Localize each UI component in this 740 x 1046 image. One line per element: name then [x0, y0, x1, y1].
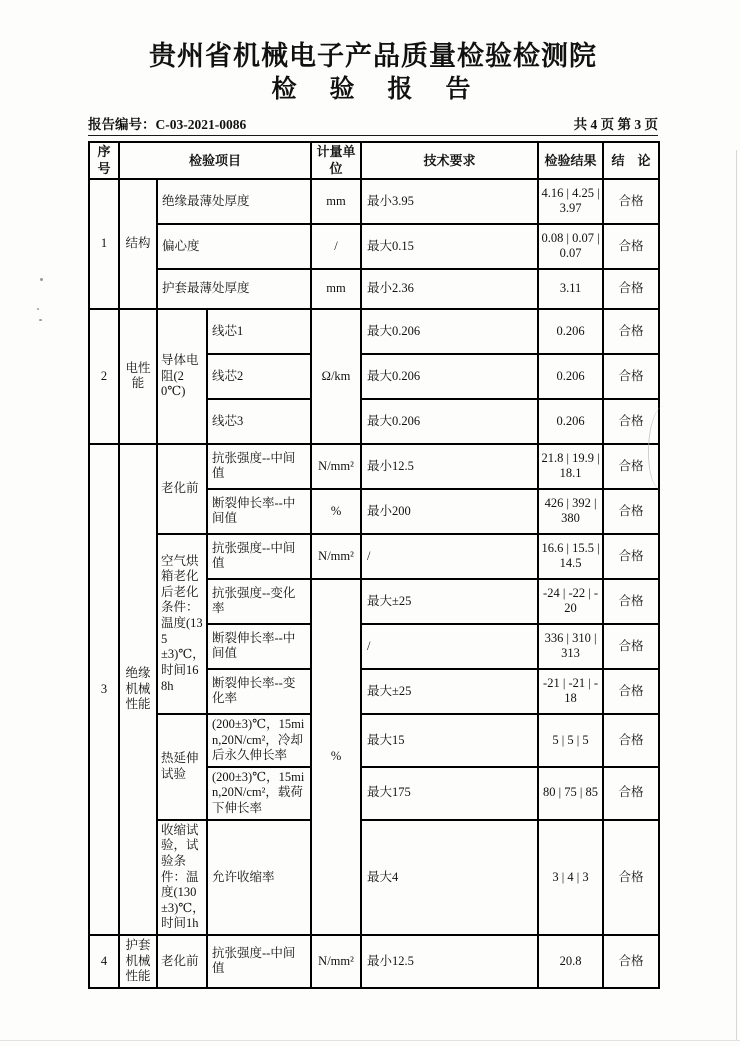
result-cell: 0.08 | 0.07 | 0.07 — [538, 224, 603, 269]
result-cell: 3 | 4 | 3 — [538, 820, 603, 935]
table-row — [89, 820, 659, 935]
unit-cell: N/mm² — [311, 534, 361, 579]
requirement-cell: 最小3.95 — [361, 179, 538, 224]
group-cell: 电性能 — [119, 309, 157, 444]
conclusion-cell: 合格 — [603, 820, 659, 935]
inspection-table — [88, 141, 660, 989]
seq-cell: 3 — [89, 444, 119, 935]
result-cell: 336 | 310 | 313 — [538, 624, 603, 669]
item-cell: 绝缘最薄处厚度 — [157, 179, 311, 224]
subgroup-cell: 老化前 — [157, 935, 207, 988]
seq-cell: 2 — [89, 309, 119, 444]
seq-cell: 1 — [89, 179, 119, 309]
requirement-cell: 最大0.206 — [361, 309, 538, 354]
col-header-item: 检验项目 — [119, 142, 311, 179]
requirement-cell: 最大175 — [361, 767, 538, 820]
unit-cell: mm — [311, 179, 361, 224]
group-cell: 绝缘机械性能 — [119, 444, 157, 935]
item-cell: 断裂伸长率--变化率 — [207, 669, 311, 714]
conclusion-cell: 合格 — [603, 489, 659, 534]
result-cell: 5 | 5 | 5 — [538, 714, 603, 767]
conclusion-cell: 合格 — [603, 399, 659, 444]
requirement-cell: / — [361, 534, 538, 579]
table-row — [89, 444, 659, 489]
conclusion-cell: 合格 — [603, 444, 659, 489]
result-cell: 4.16 | 4.25 | 3.97 — [538, 179, 603, 224]
item-cell: 偏心度 — [157, 224, 311, 269]
item-cell: 抗张强度--变化率 — [207, 579, 311, 624]
page-number-info: 共 4 页 第 3 页 — [573, 117, 658, 133]
requirement-cell: 最大0.206 — [361, 354, 538, 399]
table-header-row — [89, 142, 659, 179]
unit-cell: % — [311, 489, 361, 534]
col-header-requirement: 技术要求 — [361, 142, 538, 179]
scan-edge-right — [736, 150, 737, 1040]
group-cell: 护套机械性能 — [119, 935, 157, 988]
requirement-cell: 最小12.5 — [361, 444, 538, 489]
subgroup-cell: 收缩试验，试验条件：温度(130±3)℃，时间1h — [157, 820, 207, 935]
item-cell: 护套最薄处厚度 — [157, 269, 311, 309]
subgroup-cell: 导体电阻(20℃) — [157, 309, 207, 444]
requirement-cell: 最大15 — [361, 714, 538, 767]
report-title: 检 验 报 告 — [271, 76, 475, 104]
item-cell: 抗张强度--中间值 — [207, 935, 311, 988]
unit-cell: N/mm² — [311, 444, 361, 489]
table-row — [89, 534, 659, 579]
conclusion-cell: 合格 — [603, 624, 659, 669]
conclusion-cell: 合格 — [603, 309, 659, 354]
result-cell: 20.8 — [538, 935, 603, 988]
table-row — [89, 179, 659, 224]
unit-cell: mm — [311, 269, 361, 309]
requirement-cell: 最小200 — [361, 489, 538, 534]
seq-cell: 4 — [89, 935, 119, 988]
col-header-conclusion: 结 论 — [603, 142, 659, 179]
group-cell: 结构 — [119, 179, 157, 309]
result-cell: 21.8 | 19.9 | 18.1 — [538, 444, 603, 489]
item-cell: (200±3)℃，15min,20N/cm²，冷却后永久伸长率 — [207, 714, 311, 767]
subgroup-cell: 热延伸试验 — [157, 714, 207, 820]
scan-speck — [40, 278, 43, 281]
conclusion-cell: 合格 — [603, 714, 659, 767]
result-cell: -24 | -22 | -20 — [538, 579, 603, 624]
requirement-cell: / — [361, 624, 538, 669]
requirement-cell: 最大±25 — [361, 579, 538, 624]
item-cell: (200±3)℃，15min,20N/cm²，载荷下伸长率 — [207, 767, 311, 820]
col-header-unit: 计量单位 — [311, 142, 361, 179]
conclusion-cell: 合格 — [603, 179, 659, 224]
requirement-cell: 最小12.5 — [361, 935, 538, 988]
requirement-cell: 最大4 — [361, 820, 538, 935]
col-header-seq: 序号 — [89, 142, 119, 179]
requirement-cell: 最大0.15 — [361, 224, 538, 269]
table-row — [89, 269, 659, 309]
scan-speck — [39, 319, 42, 321]
result-cell: 16.6 | 15.5 | 14.5 — [538, 534, 603, 579]
conclusion-cell: 合格 — [603, 767, 659, 820]
scan-speck — [37, 308, 39, 310]
document-page — [88, 0, 658, 989]
requirement-cell: 最小2.36 — [361, 269, 538, 309]
requirement-cell: 最大±25 — [361, 669, 538, 714]
subgroup-cell: 老化前 — [157, 444, 207, 534]
scan-edge-bottom — [0, 1040, 740, 1041]
report-number: 报告编号：C-03-2021-0086 — [88, 117, 247, 133]
conclusion-cell: 合格 — [603, 534, 659, 579]
unit-cell: % — [311, 579, 361, 935]
result-cell: 3.11 — [538, 269, 603, 309]
item-cell: 线芯2 — [207, 354, 311, 399]
table-row — [89, 714, 659, 767]
item-cell: 抗张强度--中间值 — [207, 444, 311, 489]
table-row — [89, 224, 659, 269]
col-header-result: 检验结果 — [538, 142, 603, 179]
item-cell: 线芯1 — [207, 309, 311, 354]
conclusion-cell: 合格 — [603, 669, 659, 714]
conclusion-cell: 合格 — [603, 579, 659, 624]
item-cell: 抗张强度--中间值 — [207, 534, 311, 579]
meta-row — [88, 113, 658, 136]
result-cell: -21 | -21 | -18 — [538, 669, 603, 714]
org-title: 贵州省机械电子产品质量检验检测院 — [149, 41, 597, 71]
unit-cell: Ω/km — [311, 309, 361, 444]
table-row — [89, 309, 659, 354]
subgroup-cell: 空气烘箱老化后老化条件：温度(135±3)℃，时间168h — [157, 534, 207, 714]
conclusion-cell: 合格 — [603, 935, 659, 988]
conclusion-cell: 合格 — [603, 224, 659, 269]
requirement-cell: 最大0.206 — [361, 399, 538, 444]
item-cell: 线芯3 — [207, 399, 311, 444]
conclusion-cell: 合格 — [603, 269, 659, 309]
item-cell: 允许收缩率 — [207, 820, 311, 935]
item-cell: 断裂伸长率--中间值 — [207, 624, 311, 669]
result-cell: 80 | 75 | 85 — [538, 767, 603, 820]
unit-cell: / — [311, 224, 361, 269]
table-row — [89, 935, 659, 988]
result-cell: 426 | 392 | 380 — [538, 489, 603, 534]
unit-cell: N/mm² — [311, 935, 361, 988]
result-cell: 0.206 — [538, 354, 603, 399]
result-cell: 0.206 — [538, 399, 603, 444]
item-cell: 断裂伸长率--中间值 — [207, 489, 311, 534]
conclusion-cell: 合格 — [603, 354, 659, 399]
result-cell: 0.206 — [538, 309, 603, 354]
